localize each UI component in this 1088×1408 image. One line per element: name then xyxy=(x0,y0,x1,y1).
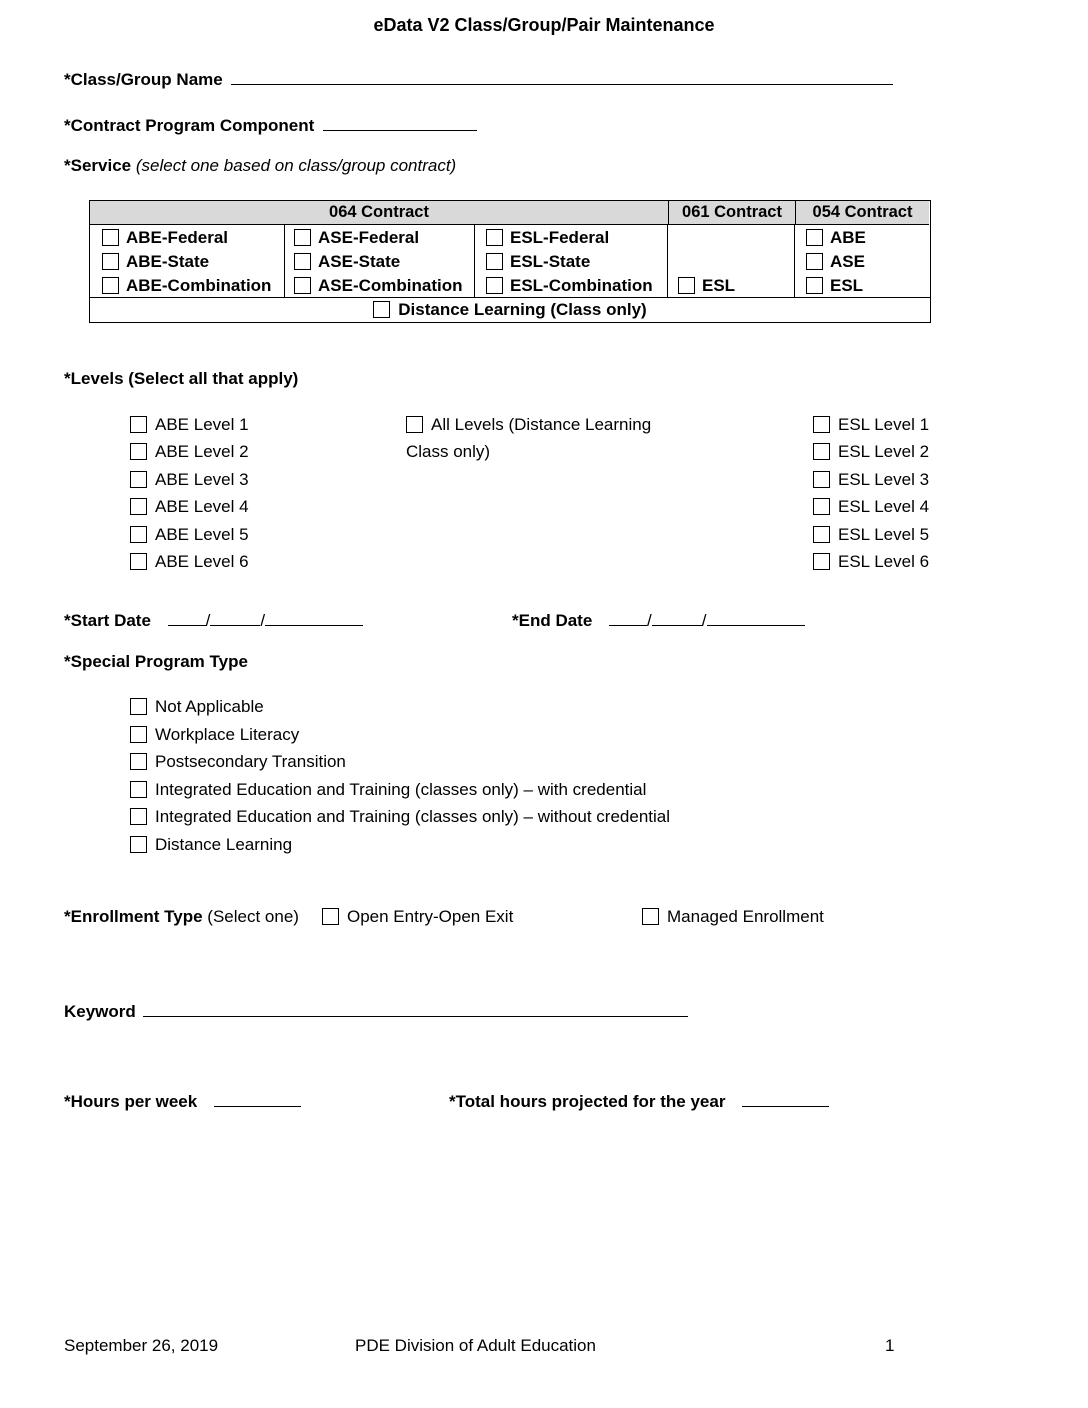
checkbox[interactable] xyxy=(130,526,147,543)
checkbox[interactable] xyxy=(806,253,823,270)
checkbox[interactable] xyxy=(813,416,830,433)
enrollment-option-managed[interactable]: Managed Enrollment xyxy=(642,907,824,927)
checkbox[interactable] xyxy=(130,498,147,515)
enrollment-type-row xyxy=(64,907,299,927)
service-row xyxy=(64,156,456,176)
checkbox[interactable] xyxy=(102,253,119,270)
service-option-abe-federal[interactable]: ABE-Federal xyxy=(102,226,228,250)
contract-program-component-field[interactable] xyxy=(323,112,477,131)
special-program-option[interactable]: Distance Learning xyxy=(130,835,292,855)
service-option-esl-state[interactable]: ESL-State xyxy=(486,250,590,274)
checkbox[interactable] xyxy=(406,416,423,433)
keyword-label: Keyword xyxy=(64,1002,136,1021)
checkbox[interactable] xyxy=(130,836,147,853)
contract-program-component-label: *Contract Program Component xyxy=(64,116,315,135)
page-title: eData V2 Class/Group/Pair Maintenance xyxy=(373,15,715,35)
service-option-061-esl[interactable]: ESL xyxy=(678,274,735,298)
footer-org: PDE Division of Adult Education xyxy=(355,1336,596,1355)
service-option-054-abe[interactable]: ABE xyxy=(806,226,866,250)
class-group-name-row xyxy=(64,66,893,90)
checkbox[interactable] xyxy=(486,253,503,270)
level-esl-3[interactable]: ESL Level 3 xyxy=(813,470,929,490)
start-date-label: *Start Date xyxy=(64,611,151,630)
start-date-field[interactable]: / / xyxy=(168,611,363,630)
checkbox[interactable] xyxy=(130,753,147,770)
keyword-field[interactable] xyxy=(143,998,688,1017)
level-all-levels-continued: Class only) xyxy=(406,442,491,461)
hours-per-week-row xyxy=(64,1088,301,1112)
start-date-row xyxy=(64,607,363,631)
checkbox[interactable] xyxy=(806,277,823,294)
end-date-label: *End Date xyxy=(512,611,593,630)
hours-per-week-field[interactable] xyxy=(214,1088,301,1107)
checkbox[interactable] xyxy=(813,471,830,488)
level-esl-2[interactable]: ESL Level 2 xyxy=(813,442,929,462)
level-abe-4[interactable]: ABE Level 4 xyxy=(130,497,249,517)
checkbox[interactable] xyxy=(294,229,311,246)
checkbox[interactable] xyxy=(373,301,390,318)
service-option-esl-combination[interactable]: ESL-Combination xyxy=(486,274,653,298)
service-option-esl-federal[interactable]: ESL-Federal xyxy=(486,226,609,250)
enrollment-option-open-entry[interactable]: Open Entry-Open Exit xyxy=(322,907,513,927)
checkbox[interactable] xyxy=(130,416,147,433)
service-hint: (select one based on class/group contract) xyxy=(135,156,457,175)
checkbox[interactable] xyxy=(322,908,339,925)
service-option-054-ase[interactable]: ASE xyxy=(806,250,865,274)
checkbox[interactable] xyxy=(486,277,503,294)
checkbox[interactable] xyxy=(813,498,830,515)
checkbox[interactable] xyxy=(294,253,311,270)
checkbox[interactable] xyxy=(813,443,830,460)
checkbox[interactable] xyxy=(130,471,147,488)
level-esl-1[interactable]: ESL Level 1 xyxy=(813,415,929,435)
keyword-row xyxy=(64,998,688,1022)
service-option-abe-state[interactable]: ABE-State xyxy=(102,250,209,274)
end-date-field[interactable]: / / xyxy=(609,611,804,630)
checkbox[interactable] xyxy=(102,229,119,246)
total-hours-field[interactable] xyxy=(742,1088,829,1107)
level-abe-2[interactable]: ABE Level 2 xyxy=(130,442,249,462)
service-option-054-esl[interactable]: ESL xyxy=(806,274,863,298)
end-date-row xyxy=(512,607,805,631)
checkbox[interactable] xyxy=(294,277,311,294)
checkbox[interactable] xyxy=(813,553,830,570)
service-option-ase-state[interactable]: ASE-State xyxy=(294,250,400,274)
levels-label: *Levels (Select all that apply) xyxy=(64,369,299,388)
level-abe-5[interactable]: ABE Level 5 xyxy=(130,525,249,545)
enrollment-type-label: *Enrollment Type xyxy=(64,907,203,926)
class-group-name-field[interactable] xyxy=(231,66,893,85)
level-esl-4[interactable]: ESL Level 4 xyxy=(813,497,929,517)
service-option-ase-combination[interactable]: ASE-Combination xyxy=(294,274,463,298)
special-program-label: *Special Program Type xyxy=(64,652,248,671)
checkbox[interactable] xyxy=(813,526,830,543)
enrollment-type-hint: (Select one) xyxy=(207,907,299,926)
level-abe-1[interactable]: ABE Level 1 xyxy=(130,415,249,435)
level-esl-5[interactable]: ESL Level 5 xyxy=(813,525,929,545)
checkbox[interactable] xyxy=(486,229,503,246)
checkbox[interactable] xyxy=(130,726,147,743)
checkbox[interactable] xyxy=(130,781,147,798)
checkbox[interactable] xyxy=(130,553,147,570)
special-program-option[interactable]: Postsecondary Transition xyxy=(130,752,346,772)
class-group-name-label: *Class/Group Name xyxy=(64,70,223,89)
checkbox[interactable] xyxy=(130,443,147,460)
service-label: *Service xyxy=(64,156,132,175)
special-program-option[interactable]: Not Applicable xyxy=(130,697,264,717)
special-program-option[interactable]: Integrated Education and Training (classes only) – without credential xyxy=(130,807,670,827)
level-abe-6[interactable]: ABE Level 6 xyxy=(130,552,249,572)
checkbox[interactable] xyxy=(642,908,659,925)
footer-date: September 26, 2019 xyxy=(64,1336,219,1355)
level-all-levels[interactable]: All Levels (Distance Learning xyxy=(406,415,651,435)
checkbox[interactable] xyxy=(678,277,695,294)
service-option-ase-federal[interactable]: ASE-Federal xyxy=(294,226,419,250)
checkbox[interactable] xyxy=(130,698,147,715)
checkbox[interactable] xyxy=(102,277,119,294)
total-hours-label: *Total hours projected for the year xyxy=(449,1092,726,1111)
service-option-distance-learning[interactable]: Distance Learning (Class only) xyxy=(90,297,930,323)
contract-program-component-row xyxy=(64,112,477,136)
special-program-option[interactable]: Integrated Education and Training (classes only) – with credential xyxy=(130,780,646,800)
header-061-contract: 061 Contract xyxy=(668,201,795,225)
header-054-contract: 054 Contract xyxy=(795,201,929,225)
total-hours-row xyxy=(449,1088,829,1112)
level-esl-6[interactable]: ESL Level 6 xyxy=(813,552,929,572)
service-table xyxy=(89,200,931,323)
hours-per-week-label: *Hours per week xyxy=(64,1092,198,1111)
checkbox[interactable] xyxy=(806,229,823,246)
checkbox[interactable] xyxy=(130,808,147,825)
header-064-contract: 064 Contract xyxy=(90,201,668,225)
service-option-abe-combination[interactable]: ABE-Combination xyxy=(102,274,271,298)
footer-page-number: 1 xyxy=(885,1336,895,1355)
special-program-option[interactable]: Workplace Literacy xyxy=(130,725,299,745)
level-abe-3[interactable]: ABE Level 3 xyxy=(130,470,249,490)
